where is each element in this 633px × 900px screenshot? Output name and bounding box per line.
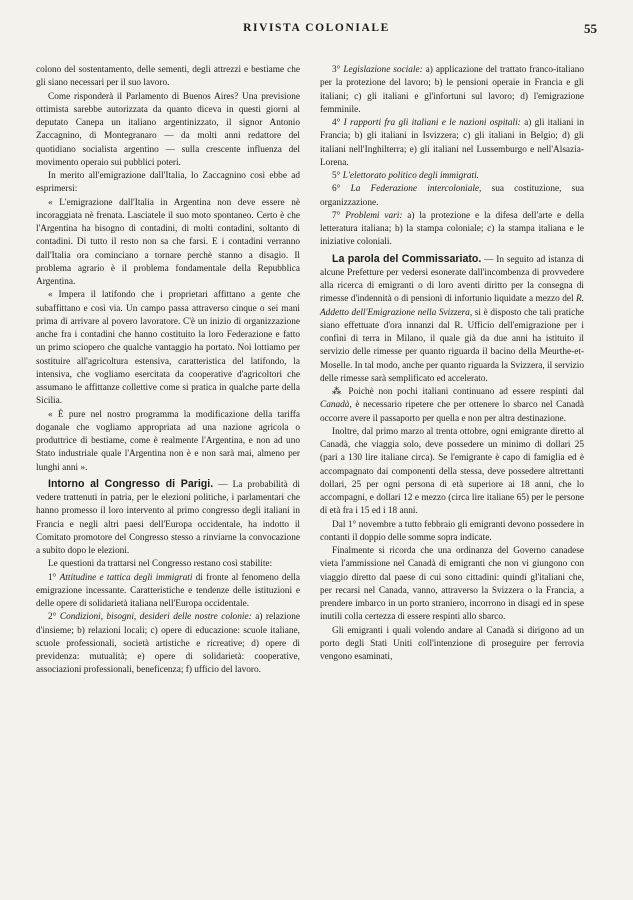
agenda-title: Attitudine e tattica degli immigrati <box>59 572 193 583</box>
left-column <box>36 64 300 678</box>
agenda-number: 6° <box>332 184 341 195</box>
agenda-text: sua costituzione, sua organizzazione. <box>320 184 585 208</box>
paragraph <box>320 386 584 426</box>
agenda-item <box>320 117 584 170</box>
agenda-number: 7° <box>332 210 341 221</box>
quote-paragraph: « L'emigrazione dall'Italia in Argentina non deve essere nè incoraggiata nè frenata. Lasciatele il suo moto spontaneo. Certo è che l'Argentina ha bisogno di contadini, di molti contadini, soltanto di contadini. Di tutto il resto non sa che farsi. E i contadini verranno dall'Italia ora cominciano a tornare perchè stanno a disagio. Il problema agrario è il problema fondamentale della Repubblica Argentina. <box>36 197 300 287</box>
right-column <box>320 64 584 664</box>
agenda-title: Problemi vari: <box>345 210 403 221</box>
paragraph: Finalmente si ricorda che una ordinanza del Governo canadese vieta l'ammissione nel Canadà di emigranti che non vi giungono con viaggio diretto dal paese di cui sono cittadini: quindi gl'italiani che, per recarsi nel Canada, vanno, attraverso la Svizzera o la Francia, a prendere imbarco in un porto straniero, incorrono in disagi ed in spese inutili colla certezza di essere respinti allo sbarco. <box>320 546 584 623</box>
paragraph-text: ⁂ Poichè non pochi italiani continuano ad essere respinti dal <box>332 387 584 397</box>
agenda-item <box>36 611 300 677</box>
agenda-item <box>320 170 584 183</box>
section-paragraph <box>36 478 300 559</box>
agenda-text: a) la protezione e la difesa dell'arte e della letteratura italiana; b) la stampa coloniale; c) la stampa italiana e le iniziative coloniali. <box>320 210 585 248</box>
page-header <box>32 22 601 42</box>
agenda-number: 2° <box>48 612 57 623</box>
quote-paragraph: « Impera il latifondo che i proprietari affittano a gente che subaffittano e così via. Un campo passa attraverso cinque o sei mani prima di arrivare al povero lavoratore. C'è un inizio di organizzazione anche fra i contadini che hanno costituito la loro Federazione e fatto un primo sciopero che qualche vantaggio ha portato. Noi lottiamo per sostituire all'agricoltura estensiva, caratteristica del latifondo, la intensiva, che vogliamo esercitata da cooperative d'agricoltori che assumano le affittanze collettive come si pratica in qualche parte della Sicilia. <box>36 290 300 407</box>
agenda-item <box>320 183 584 210</box>
agenda-title: Condizioni, bisogni, desideri delle nostre colonie: <box>59 612 252 623</box>
agenda-text: di fronte al fenomeno della emigrazione incessante. Caratteristiche e tendenze delle istituzioni e delle opere di solidarietà italiana nell'Europa occidentale. <box>36 572 301 609</box>
agenda-title: I rapporti fra gli italiani e le nazioni ospitali: <box>343 118 521 128</box>
section-heading: La parola del Commissariato. <box>332 252 482 265</box>
agenda-text: a) relazione d'insieme; b) relazioni locali; c) opere di educazione: scuole italiane, scuole professionali, società artistiche e ricreative; d) opere di previdenza: mutualità; e) opere di solidarietà: cooperative, associazioni professionali, beneficenza; f) ufficio del lavoro. <box>36 612 300 676</box>
paragraph-text: — La probabilità di vedere trattenuti in patria, per le elezioni politiche, i parlamentari che hanno promesso il loro intervento al primo congresso degli italiani in Francia e negli altri paesi dell'Europa occidentale, ha indotto il Comitato promotore del Congresso stesso a rinviarne la convocazione a subito dopo le elezioni. <box>36 479 300 556</box>
agenda-item <box>320 64 584 117</box>
agenda-title: Legislazione sociale: <box>343 65 423 75</box>
section-paragraph <box>320 253 584 387</box>
agenda-number: 5° <box>332 171 341 181</box>
agenda-number: 1° <box>48 572 57 583</box>
section-heading: Intorno al Congresso di Parigi. <box>48 477 214 490</box>
paragraph: Dal 1° novembre a tutto febbraio gli emigranti devono possedere in contanti il doppio delle somme sopra indicate. <box>320 519 584 543</box>
agenda-item <box>320 210 584 250</box>
paragraph: Le questioni da trattarsi nel Congresso restano così stabilite: <box>48 559 273 570</box>
quote-paragraph: « È pure nel nostro programma la modificazione della tariffa doganale che vogliamo appropriata ad una nazione agricola o produttrice di bestiame, come è realmente l'Argentina, e non ad uno Stato industriale quale l'Argentina non è e non sarà mai, almeno per lunghi anni ». <box>36 409 300 473</box>
page-number: 55 <box>584 21 597 36</box>
paragraph: colono del sostentamento, delle sementi, degli attrezzi e bestiame che gli siano necessari per il suo lavoro. <box>36 65 300 89</box>
paragraph: In merito all'emigrazione dall'Italia, lo Zaccagnino così ebbe ad esprimersi: <box>36 171 300 195</box>
paragraph: Come risponderà il Parlamento di Buenos Aires? Una previsione ottimista sarebbe autorizzata da quanto diceva in questi giorni al deputato Canepa un italiano argentinizzato, il signor Antonio Zaccagnino, di Montegranaro — da molti anni redattore del quotidiano socialista argentino — sulla crescente influenza del movimento operaio sui pubblici poteri. <box>36 91 300 168</box>
agenda-number: 3° <box>332 65 341 75</box>
agenda-text: a) gli italiani in Francia; b) gli italiani in Isvizzera; c) gli italiani in Belgio; d) gli italiani nell'Inghilterra; e) gli italiani nel Lussemburgo e nell'Alsazia-Lorena. <box>320 118 585 168</box>
agenda-title: L'elettorato politico degli immigrati. <box>342 171 479 181</box>
agenda-text: a) applicazione del trattato franco-italiano per la protezione del lavoro; b) le pensioni operaie in Francia e gli italiani; c) gli italiani e gl'infortuni sul lavoro; d) l'emigrazione femminile. <box>320 65 585 115</box>
italic-phrase: Canadà, <box>320 400 352 411</box>
paragraph-text: — In seguito ad istanza di alcune Prefetture per vedersi esonerate dall'incombenza di provvedere alla ricerca di emigranti o di loro aventi diritto per la consegna di rimesse d'indennità o di pensioni di infortunio liquidate a mezzo del <box>320 254 585 305</box>
paragraph: Gli emigranti i quali volendo andare al Canadà si dirigono ad un porto degli Stati Uniti coll'intenzione di proseguire per ferrovia vengono esaminati, <box>320 625 584 662</box>
agenda-title: La Federazione intercoloniale, <box>350 184 482 195</box>
paragraph-text: è necessario ripetere che per ottenere lo sbarco nel Canadà occorre avere il passaporto per quella e non per altra destinazione. <box>320 400 584 424</box>
running-title: RIVISTA COLONIALE <box>243 22 390 34</box>
paragraph: Inoltre, dal primo marzo al trenta ottobre, ogni emigrante diretto al Canadà, che viaggia solo, deve possedere un minimo di dollari 25 (pari a 130 lire italiane circa). Se l'emigrante è capo di famiglia ed è accompagnato dai componenti della stessa, deve possedere altrettanti dollari, 25 per ogni persona di età superiore ai 18 anni, che lo accompagni, e dollari 12 e mezzo (circa lire italiane 65) per le persone di età fra i 15 ed i 18 anni. <box>320 426 584 517</box>
paragraph-text: si è disposto che tali pratiche siano effettuate d'ora innanzi dal R. Ufficio dell'emigrazione per i confini di terra in Milano, il quale già da due anni ha istituito il servizio delle rimesse per quanto riguarda il bacino della Meurthe-et-Moselle. In tal modo, anche per quanto riguarda la Svizzera, il servizio delle rimesse sarà semplificato ed accelerato. <box>320 307 584 384</box>
italic-phrase: R. Addetto dell'Emigrazione nella Svizzera, <box>320 294 584 318</box>
agenda-number: 4° <box>332 118 341 128</box>
agenda-item <box>36 572 300 612</box>
